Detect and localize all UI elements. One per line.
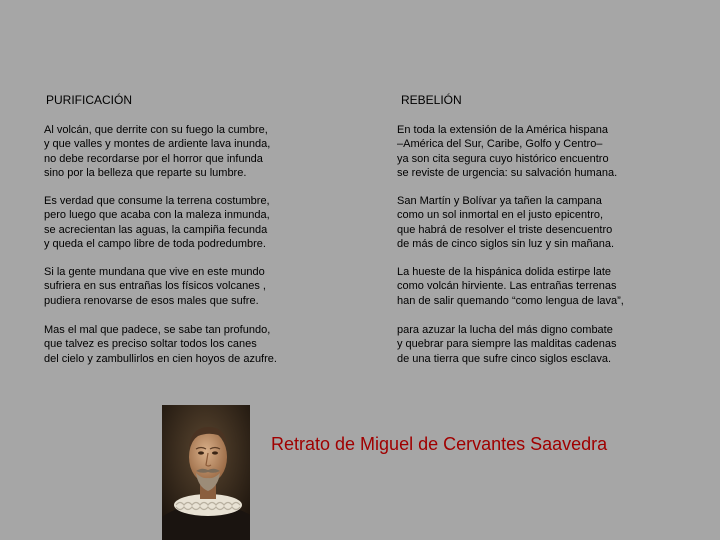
right-stanza-3: La hueste de la hispánica dolida estirpe late como volcán hirviente. Las entrañas terrenas han de salir quemando “como lengua de lava”, [397, 266, 624, 307]
cervantes-portrait [162, 405, 250, 540]
left-stanza-1: Al volcán, que derrite con su fuego la cumbre, y que valles y montes de ardiente lava inunda, no debe recordarse por el horror que infunda sino por la belleza que reparte su lumbre. [44, 124, 271, 179]
right-stanza-1: En toda la extensión de la América hispana –América del Sur, Caribe, Golfo y Centro– ya son cita segura cuyo histórico encuentro se reviste de urgencia: su salvación humana. [397, 124, 618, 179]
left-stanza-3: Si la gente mundana que vive en este mundo sufriera en sus entrañas los físicos volcanes , pudiera renovarse de esos males que sufre. [44, 266, 266, 307]
left-column-title: PURIFICACIÓN [46, 93, 133, 107]
left-stanza-2: Es verdad que consume la terrena costumbre, pero luego que acaba con la maleza inmunda, se acrecientan las aguas, la campiña fecunda y queda el campo libre de toda podredumbre. [44, 195, 270, 250]
left-stanza-4: Mas el mal que padece, se sabe tan profundo, que talvez es preciso soltar todos los canes del cielo y zambullirlos en cien hoyos de azufre. [44, 324, 277, 365]
right-stanza-4: para azuzar la lucha del más digno combate y quebrar para siempre las malditas cadenas de una tierra que sufre cinco siglos esclava. [397, 324, 617, 365]
portrait-caption: Retrato de Miguel de Cervantes Saavedra [271, 434, 608, 454]
right-stanza-2: San Martín y Bolívar ya tañen la campana como un sol inmortal en el justo epicentro, que habrá de resolver el triste desencuentro de más de cinco siglos sin luz y sin mañana. [397, 195, 615, 250]
right-column-title: REBELIÓN [401, 93, 462, 107]
